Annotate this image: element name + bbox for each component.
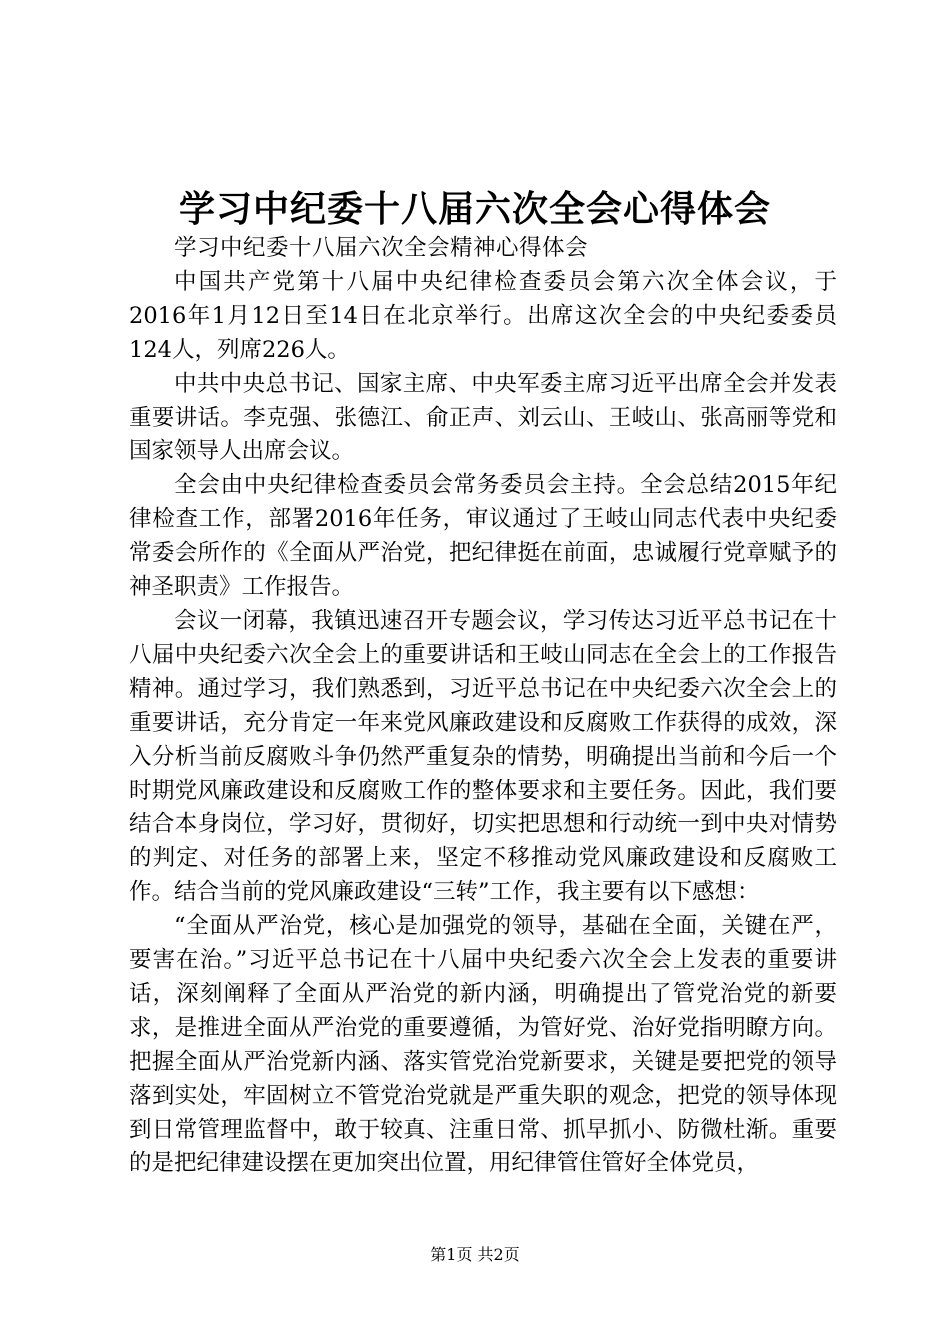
paragraph: 全会由中央纪律检查委员会常务委员会主持。全会总结2015年纪律检查工作，部署2016年任务，审议通过了王岐山同志代表中央纪委常委会所作的《全面从严治党，把纪律挺在前面，忠诚履行党章赋予的神圣职责》工作报告。 <box>129 472 837 601</box>
document-body <box>129 232 837 1181</box>
paragraph: “全面从严治党，核心是加强党的领导，基础在全面，关键在严，要害在治。”习近平总书记在十八届中央纪委六次全会上发表的重要讲话，深刻阐释了全面从严治党的新内涵，明确提出了管党治党的新要求，是推进全面从严治党的重要遵循，为管好党、治好党指明瞭方向。把握全面从严治党新内涵、落实管党治党新要求，关键是要把党的领导落到实处，牢固树立不管党治党就是严重失职的观念，把党的领导体现到日常管理监督中，敢于较真、注重日常、抓早抓小、防微杜渐。重要的是把纪律建设摆在更加突出位置，用纪律管住管好全体党员， <box>129 913 837 1177</box>
page-footer: 第1页 共2页 <box>430 1245 520 1264</box>
paragraph: 中国共产党第十八届中央纪律检查委员会第六次全体会议，于2016年1月12日至14日在北京举行。出席这次全会的中央纪委委员124人，列席226人。 <box>129 268 837 363</box>
paragraph: 中共中央总书记、国家主席、中央军委主席习近平出席全会并发表重要讲话。李克强、张德江、俞正声、刘云山、王岐山、张高丽等党和国家领导人出席会议。 <box>129 370 837 465</box>
document-subtitle: 学习中纪委十八届六次全会精神心得体会 <box>174 235 589 261</box>
paragraph: 会议一闭幕，我镇迅速召开专题会议，学习传达习近平总书记在十八届中央纪委六次全会上的重要讲话和王岐山同志在全会上的工作报告精神。通过学习，我们熟悉到，习近平总书记在中央纪委六次全会上的重要讲话，充分肯定一年来党风廉政建设和反腐败工作获得的成效，深入分析当前反腐败斗争仍然严重复杂的情势，明确提出当前和今后一个时期党风廉政建设和反腐败工作的整体要求和主要任务。因此，我们要结合本身岗位，学习好，贯彻好，切实把思想和行动统一到中央对情势的判定、对任务的部署上来，坚定不移推动党风廉政建设和反腐败工作。结合当前的党风廉政建设“三转”工作，我主要有以下感想： <box>129 607 837 906</box>
document-title: 学习中纪委十八届六次全会心得体会 <box>178 188 771 230</box>
